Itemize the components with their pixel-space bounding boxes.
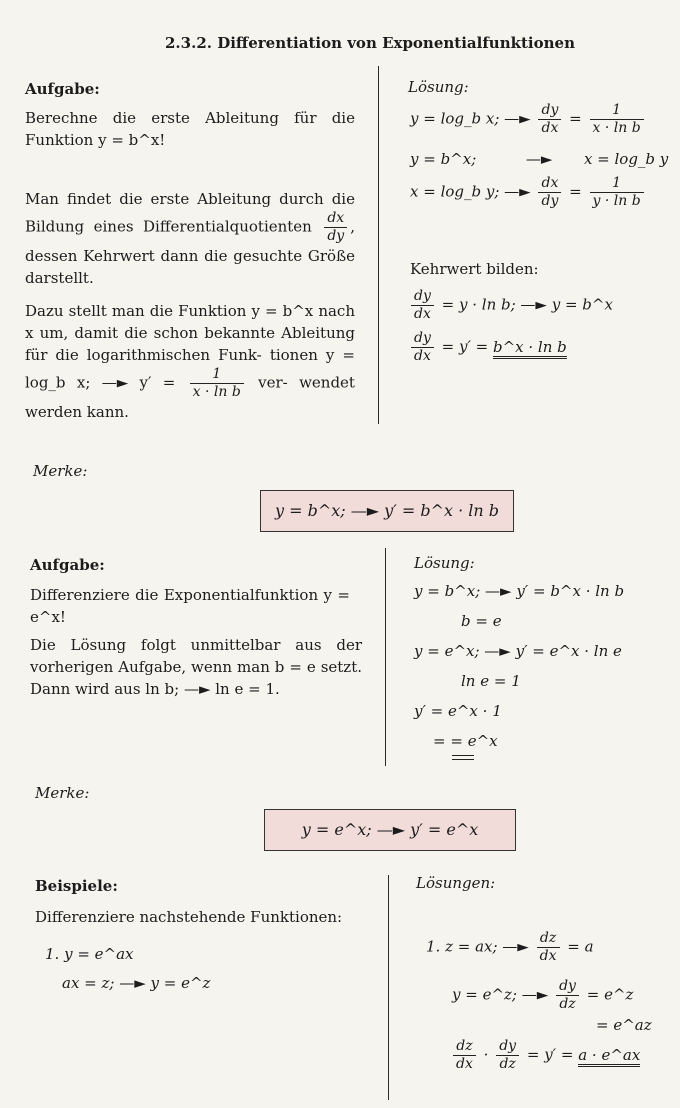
fraction-dx-dy: $\frac{dx}{dy}$ [324, 210, 347, 245]
aufgabe-text-1: Berechne die erste Ableitung für die Funktion y = b^x! [25, 109, 355, 149]
kehrwert-label: Kehrwert bilden: [410, 260, 539, 278]
solution3-line-3: = e^az [596, 1016, 652, 1034]
fraction-1-xlnb: $\frac{1}{\text{x · ln b}}$ [190, 366, 244, 401]
column-divider-2 [385, 548, 386, 766]
solution2-line-4: ln e = 1 [461, 672, 521, 690]
solution-line-1: y = log_b x; —► $\frac{dy}{dx}$ = $\frac{1}{\text{x · ln b}}$ [410, 102, 647, 137]
beispiel-item-1-sub: ax = z; —► y = e^z [62, 974, 211, 992]
merke-box-2 [264, 809, 516, 851]
result-underlined-1: b^x · ln b [493, 338, 567, 359]
solution-line-2: y = b^x; —► x = log_b y [410, 150, 669, 168]
paragraph-2-part-a: Dazu stellt man die Funktion y = b^x nach x um, damit die schon bekannte Ableitung für die logarithmischen Funk- [25, 302, 355, 364]
kehrwert-line-2: $\frac{dy}{dx}$ = y′ = b^x · ln b [408, 330, 567, 365]
paragraph-1-part-a: Man findet die erste Ableitung durch die Bildung eines Differentialquotienten [25, 190, 355, 236]
beispiel-item-1: 1. y = e^ax [45, 945, 134, 963]
paragraph-2 [25, 300, 355, 423]
solution3-line-1: 1. z = ax; —► $\frac{dz}{dx}$ = a [426, 930, 594, 964]
paragraph-2-part-c: ver- [258, 373, 288, 392]
solution2-line-1: y = b^x; —► y′ = b^x · ln b [414, 582, 625, 600]
loesungen-heading: Lösungen: [416, 874, 496, 892]
loesung-heading-2: Lösung: [414, 554, 475, 572]
solution2-line-5: y′ = e^x · 1 [414, 702, 502, 720]
merke-label-2: Merke: [35, 784, 90, 802]
aufgabe-heading-1: Aufgabe: [25, 80, 100, 98]
paragraph-1: Man findet die erste Ableitung durch die Bildung eines Differentialquotienten $\frac{dx}{dy}$ , dessen Kehrwert dann die gesuchte Größe darstellt. [25, 190, 355, 287]
merke-label-1: Merke: [33, 462, 88, 480]
aufgabe-heading-2: Aufgabe: [30, 556, 105, 574]
beispiele-heading: Beispiele: [35, 877, 118, 895]
solution3-line-2: y = e^z; —► $\frac{dy}{dz}$ = e^z [452, 978, 634, 1012]
paragraph-2-part-b: tionen y = log_b x; —► y′ = [25, 346, 355, 392]
aufgabe-text-2: Differenziere die Exponentialfunktion y = e^x! [30, 586, 350, 626]
solution-line-3: x = log_b y; —► $\frac{dx}{dy}$ = $\frac{1}{\text{y · ln b}}$ [410, 175, 647, 210]
double-underline-2 [452, 755, 474, 760]
merke-formula-1: y = b^x; —► y′ = b^x · ln b [274, 501, 500, 520]
beispiele-intro: Differenziere nachstehende Funktionen: [35, 908, 343, 926]
paragraph-2-part-d: wendet werden kann. [25, 373, 355, 421]
result-underlined-3: a · e^ax [578, 1046, 640, 1067]
solution3-line-4: $\frac{dz}{dx}$ · $\frac{dy}{dz}$ = y′ = a · e^ax [450, 1038, 640, 1073]
solution2-line-3: y = e^x; —► y′ = e^x · ln e [414, 642, 622, 660]
result-underlined-2: = e^x [450, 732, 498, 750]
paragraph-3: Die Lösung folgt unmittelbar aus der vorherigen Aufgabe, wenn man b = e setzt. Dann wird aus ln b; —► ln e = 1. [30, 636, 362, 698]
merke-box-1 [260, 490, 514, 532]
page-title: 2.3.2. Differentiation von Exponentialfunktionen [165, 34, 575, 52]
merke-formula-2: y = e^x; —► y′ = e^x [301, 820, 479, 839]
paragraph-1-part-b: dessen Kehrwert dann die gesuchte Größe darstellt. [25, 247, 355, 287]
column-divider-3 [388, 875, 389, 1100]
kehrwert-line-1: $\frac{dy}{dx}$ = y · ln b; —► y = b^x [408, 288, 613, 323]
solution2-line-2: b = e [461, 612, 502, 630]
loesung-heading-1: Lösung: [408, 78, 469, 96]
column-divider-1 [378, 66, 379, 424]
solution2-line-6: = = e^x [433, 732, 498, 750]
